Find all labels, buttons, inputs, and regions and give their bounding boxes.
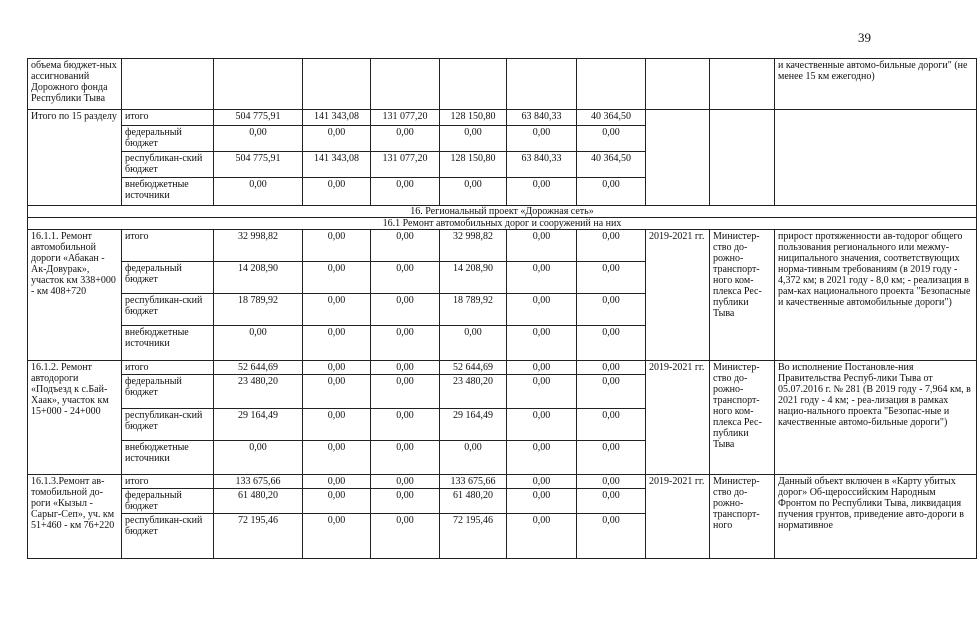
value-cell: 0,00 [303, 514, 371, 559]
value-cell: 0,00 [371, 326, 440, 361]
value-cell: 0,00 [507, 514, 577, 559]
top-row-result: и качественные автомо-бильные дороги" (не менее 15 км ежегодно) [775, 59, 977, 110]
value-cell: 0,00 [214, 178, 303, 206]
value-cell: 128 150,80 [440, 152, 507, 178]
value-cell: 0,00 [577, 514, 646, 559]
value-cell: 0,00 [577, 230, 646, 262]
value-cell: 0,00 [303, 375, 371, 409]
value-cell: 0,00 [303, 126, 371, 152]
value-cell: 141 343,08 [303, 110, 371, 126]
value-cell: 0,00 [577, 375, 646, 409]
value-cell: 0,00 [507, 262, 577, 294]
budget-row-label: республикан-ский бюджет [122, 514, 214, 559]
value-cell: 0,00 [371, 514, 440, 559]
project-executor: Министер-ство до-рожно-транспорт-ного ком-плекса Рес-публики Тыва [710, 361, 775, 475]
subsection-title: 16.1 Ремонт автомобильных дорог и сооружений на них [28, 218, 977, 230]
value-cell: 0,00 [214, 441, 303, 475]
value-cell: 0,00 [303, 489, 371, 514]
value-cell: 0,00 [303, 178, 371, 206]
program-table [27, 58, 977, 559]
project-16-1-3 [28, 475, 977, 559]
value-cell: 0,00 [440, 441, 507, 475]
value-cell: 0,00 [303, 409, 371, 441]
value-cell: 0,00 [577, 294, 646, 326]
value-cell: 0,00 [371, 375, 440, 409]
project-label: 16.1.1. Ремонт автомобильной дороги «Абакан - Ак-Довурак», участок км 338+000 - км 408+720 [28, 230, 122, 361]
value-cell: 0,00 [371, 230, 440, 262]
total-section [28, 110, 977, 206]
value-cell: 0,00 [507, 361, 577, 375]
total-label: Итого по 15 разделу [28, 110, 122, 206]
top-row-label: объема бюджет-ных ассигнований Дорожного фонда Республики Тыва [28, 59, 122, 110]
value-cell: 61 480,20 [440, 489, 507, 514]
budget-row-label: итого [122, 230, 214, 262]
value-cell: 0,00 [507, 126, 577, 152]
project-16-1-1 [28, 230, 977, 361]
value-cell: 29 164,49 [214, 409, 303, 441]
value-cell: 0,00 [577, 178, 646, 206]
top-continuation [28, 59, 977, 110]
value-cell: 0,00 [577, 489, 646, 514]
value-cell: 14 208,90 [214, 262, 303, 294]
budget-row-label: республикан-ский бюджет [122, 409, 214, 441]
value-cell: 32 998,82 [214, 230, 303, 262]
value-cell: 128 150,80 [440, 110, 507, 126]
value-cell: 0,00 [507, 489, 577, 514]
value-cell: 18 789,92 [214, 294, 303, 326]
value-cell: 131 077,20 [371, 152, 440, 178]
value-cell: 0,00 [577, 441, 646, 475]
value-cell: 52 644,69 [214, 361, 303, 375]
budget-row-label: внебюджетные источники [122, 178, 214, 206]
value-cell: 131 077,20 [371, 110, 440, 126]
budget-row-label: федеральный бюджет [122, 126, 214, 152]
value-cell: 141 343,08 [303, 152, 371, 178]
value-cell: 0,00 [371, 262, 440, 294]
value-cell: 63 840,33 [507, 152, 577, 178]
value-cell: 23 480,20 [440, 375, 507, 409]
value-cell: 0,00 [507, 326, 577, 361]
budget-row-label: итого [122, 361, 214, 375]
project-result: прирост протяженности ав-тодорог общего пользования регионального или межму-ниципального значения, соответствующих норма-тивным требованиям (в 2019 году - 4,372 км; в 2021 году - 8,0 км; - реализация в рам-ках национального проекта "Безопасные и качественные автомобильные дороги") [775, 230, 977, 361]
value-cell: 61 480,20 [214, 489, 303, 514]
value-cell: 0,00 [577, 361, 646, 375]
project-16-1-2 [28, 361, 977, 475]
value-cell: 0,00 [507, 409, 577, 441]
value-cell: 32 998,82 [440, 230, 507, 262]
budget-row-label: итого [122, 110, 214, 126]
budget-row-label: республикан-ский бюджет [122, 152, 214, 178]
value-cell: 0,00 [577, 262, 646, 294]
value-cell: 0,00 [440, 178, 507, 206]
value-cell: 63 840,33 [507, 110, 577, 126]
value-cell: 0,00 [440, 126, 507, 152]
value-cell: 0,00 [303, 262, 371, 294]
value-cell: 0,00 [303, 326, 371, 361]
value-cell: 29 164,49 [440, 409, 507, 441]
value-cell: 0,00 [577, 126, 646, 152]
value-cell: 0,00 [507, 294, 577, 326]
value-cell: 14 208,90 [440, 262, 507, 294]
project-result: Во исполнение Постановле-ния Правительства Респуб-лики Тыва от 05.07.2016 г. № 281 (В 2019 году - 7,964 км, в 2021 году - 4 км; - реа-лизация в рамках нацио-нального проекта "Безопас-ные и качественные автомо-бильные дороги") [775, 361, 977, 475]
project-executor: Министер-ство до-рожно-транспорт-ного [710, 475, 775, 559]
value-cell: 0,00 [371, 441, 440, 475]
value-cell: 0,00 [303, 441, 371, 475]
value-cell: 0,00 [371, 126, 440, 152]
project-executor: Министер-ство до-рожно-транспорт-ного ком-плекса Рес-публики Тыва [710, 230, 775, 361]
value-cell: 0,00 [371, 361, 440, 375]
value-cell: 0,00 [303, 361, 371, 375]
value-cell: 133 675,66 [214, 475, 303, 489]
budget-row-label: внебюджетные источники [122, 326, 214, 361]
value-cell: 0,00 [371, 475, 440, 489]
value-cell: 0,00 [577, 326, 646, 361]
budget-row-label: федеральный бюджет [122, 489, 214, 514]
value-cell: 504 775,91 [214, 110, 303, 126]
value-cell: 40 364,50 [577, 152, 646, 178]
budget-row-label: внебюджетные источники [122, 441, 214, 475]
section-headers [28, 206, 977, 230]
value-cell: 0,00 [440, 326, 507, 361]
budget-row-label: федеральный бюджет [122, 375, 214, 409]
value-cell: 0,00 [371, 409, 440, 441]
value-cell: 72 195,46 [440, 514, 507, 559]
value-cell: 0,00 [214, 326, 303, 361]
value-cell: 0,00 [577, 475, 646, 489]
value-cell: 0,00 [303, 230, 371, 262]
value-cell: 0,00 [303, 294, 371, 326]
budget-row-label: итого [122, 475, 214, 489]
page-number: 39 [858, 30, 871, 45]
value-cell: 23 480,20 [214, 375, 303, 409]
value-cell: 0,00 [577, 409, 646, 441]
project-result: Данный объект включен в «Карту убитых дорог» Об-щероссийским Народным Фронтом по Республики Тыва, ликвидация пучения грунтов, приведение авто-дороги в нормативное [775, 475, 977, 559]
value-cell: 72 195,46 [214, 514, 303, 559]
value-cell: 0,00 [371, 489, 440, 514]
value-cell: 0,00 [371, 294, 440, 326]
project-period: 2019-2021 гг. [646, 361, 710, 475]
project-period: 2019-2021 гг. [646, 230, 710, 361]
value-cell: 0,00 [507, 230, 577, 262]
value-cell: 52 644,69 [440, 361, 507, 375]
value-cell: 0,00 [507, 475, 577, 489]
value-cell: 0,00 [507, 441, 577, 475]
budget-row-label: республикан-ский бюджет [122, 294, 214, 326]
value-cell: 0,00 [507, 178, 577, 206]
value-cell: 0,00 [507, 375, 577, 409]
value-cell: 133 675,66 [440, 475, 507, 489]
budget-row-label: федеральный бюджет [122, 262, 214, 294]
value-cell: 504 775,91 [214, 152, 303, 178]
value-cell: 40 364,50 [577, 110, 646, 126]
value-cell: 0,00 [303, 475, 371, 489]
value-cell: 18 789,92 [440, 294, 507, 326]
value-cell: 0,00 [371, 178, 440, 206]
value-cell: 0,00 [214, 126, 303, 152]
project-label: 16.1.2. Ремонт автодороги «Подъезд к с.Бай-Хаак», участок км 15+000 - 24+000 [28, 361, 122, 475]
project-period: 2019-2021 гг. [646, 475, 710, 559]
project-label: 16.1.3.Ремонт ав-томобильной до-роги «Кызыл - Сарыг-Сеп», уч. км 51+460 - км 76+220 [28, 475, 122, 559]
section-title: 16. Региональный проект «Дорожная сеть» [28, 206, 977, 218]
